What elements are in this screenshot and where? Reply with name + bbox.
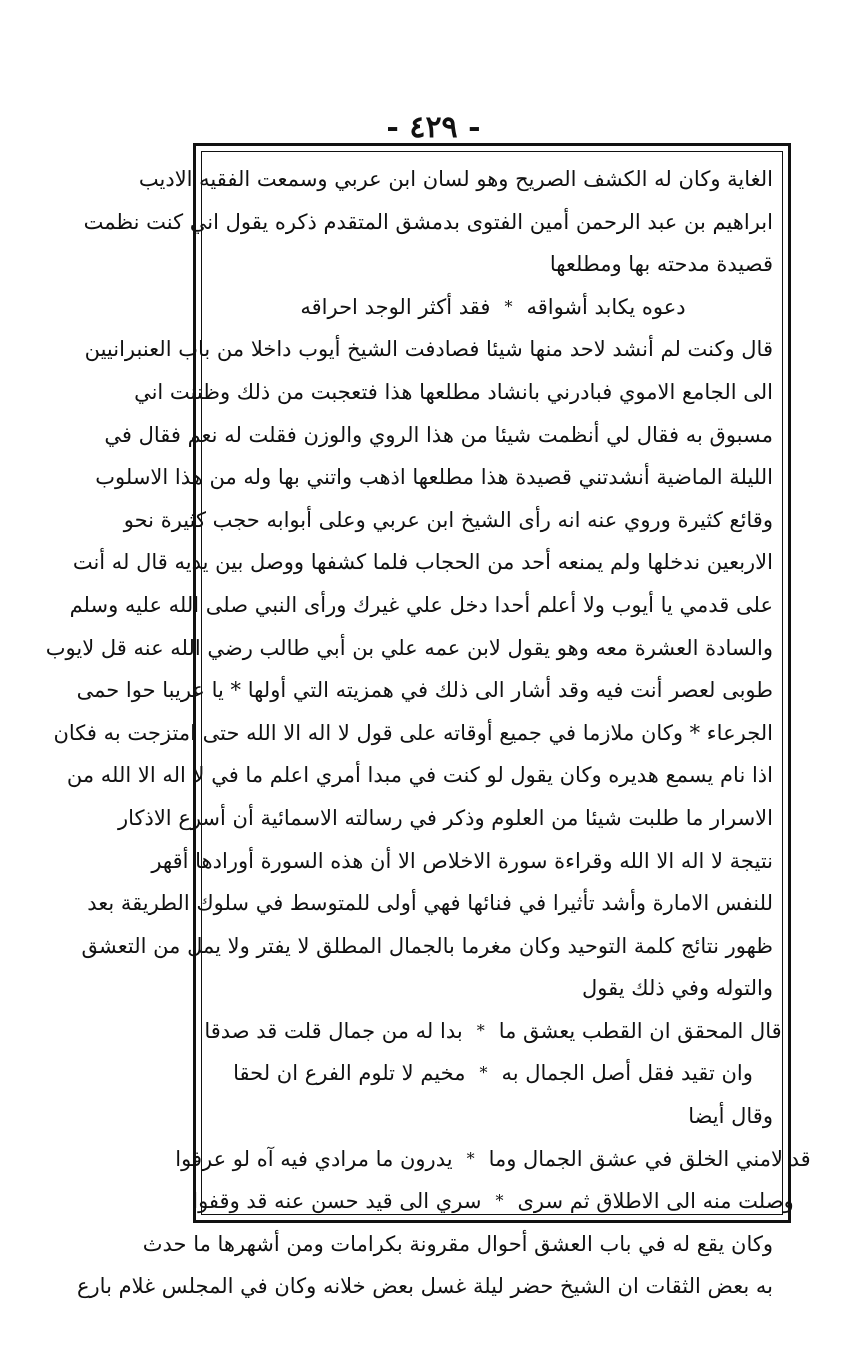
text-line: وقال أيضا bbox=[688, 1104, 773, 1129]
text-line: الغاية وكان له الكشف الصريح وهو لسان ابن عربي وسمعت الفقيه الاديب bbox=[138, 167, 773, 191]
text-line: والسادة العشرة معه وهو يقول لابن عمه علي بن أبي طالب رضي الله عنه قل لايوب bbox=[45, 635, 773, 660]
verse-line bbox=[205, 1052, 781, 1095]
text-line: على قدمي يا أيوب ولا أعلم أحدا دخل علي غيرك ورأى النبي صلى الله عليه وسلم bbox=[69, 592, 773, 617]
verse-star: * bbox=[476, 1020, 485, 1040]
verse-left-hemistich: بدا له من جمال قلت قد صدقا bbox=[204, 1018, 463, 1043]
text-line: طوبى لعصر أنت فيه وقد أشار الى ذلك في همزيته التي أولها * يا عريبا حوا حمى bbox=[76, 678, 773, 703]
text-line: الى الجامع الاموي فبادرني بانشاد مطلعها هذا فتعجبت من ذلك وظننت اني bbox=[134, 379, 773, 404]
verse-left-hemistich: سري الى قيد حسن عنه قد وقفوا bbox=[192, 1189, 482, 1214]
verse-left-hemistich: فقد أكثر الوجد احراقه bbox=[300, 294, 491, 319]
verse-left-hemistich: يدرون ما مرادي فيه آه لو عرفوا bbox=[175, 1146, 453, 1171]
verse-line bbox=[175, 1138, 811, 1181]
verse-star: * bbox=[466, 1148, 475, 1168]
text-line: الاسرار ما طلبت شيئا من العلوم وذكر في رسالته الاسمائية أن أسرع الاذكار bbox=[117, 805, 773, 830]
verse-right-hemistich: دعوه يكابد أشواقه bbox=[526, 294, 686, 319]
text-block bbox=[45, 158, 811, 1308]
text-line: والتوله وفي ذلك يقول bbox=[582, 976, 773, 1001]
text-line: اذا نام يسمع هديره وكان يقول لو كنت في مبدا أمري اعلم ما في لا اله الا الله من bbox=[66, 763, 773, 788]
text-line: مسبوق به فقال لي أنظمت شيئا من هذا الروي والوزن فقلت له نعم فقال في bbox=[104, 422, 773, 447]
text-line: به بعض الثقات ان الشيخ حضر ليلة غسل بعض خلانه وكان في المجلس غلام بارع bbox=[77, 1274, 773, 1299]
verse-left-hemistich: مخيم لا تلوم الفرع ان لحقا bbox=[233, 1061, 466, 1086]
text-line: للنفس الامارة وأشد تأثيرا في فنائها فهي أولى للمتوسط في سلوك الطريقة بعد bbox=[87, 891, 773, 916]
verse-right-hemistich: قال المحقق ان القطب يعشق ما bbox=[498, 1018, 782, 1043]
verse-right-hemistich: وان تقيد فقل أصل الجمال به bbox=[501, 1061, 753, 1086]
verse-right-hemistich: وصلت منه الى الاطلاق ثم سرى bbox=[517, 1189, 794, 1214]
text-line: الليلة الماضية أنشدتني قصيدة هذا مطلعها اذهب واتني بها وله من هذا الاسلوب bbox=[95, 465, 773, 490]
verse-star: * bbox=[479, 1063, 488, 1083]
verse-line bbox=[205, 286, 781, 329]
text-line: وكان يقع له في باب العشق أحوال مقرونة بكرامات ومن أشهرها ما حدث bbox=[142, 1231, 773, 1256]
text-line: قصيدة مدحته بها ومطلعها bbox=[549, 252, 773, 277]
verse-line bbox=[205, 1010, 781, 1053]
text-line: وقائع كثيرة وروي عنه انه رأى الشيخ ابن عربي وعلى أبوابه حجب كثيرة نحو bbox=[123, 507, 773, 532]
verse-right-hemistich: قد لامني الخلق في عشق الجمال وما bbox=[488, 1146, 811, 1171]
text-line: ابراهيم بن عبد الرحمن أمين الفتوى بدمشق المتقدم ذكره يقول اني كنت نظمت bbox=[83, 209, 773, 234]
text-line: الاربعين ندخلها ولم يمنعه أحد من الحجاب فلما كشفها ووصل بين يديه قال له أنت bbox=[72, 550, 773, 575]
text-line: نتيجة لا اله الا الله وقراءة سورة الاخلاص الا أن هذه السورة أورادها أقهر bbox=[151, 848, 773, 873]
verse-star: * bbox=[504, 296, 513, 316]
verse-line bbox=[192, 1180, 794, 1223]
verse-star: * bbox=[495, 1191, 504, 1211]
page-number: - ٤٢٩ - bbox=[386, 110, 481, 145]
text-line: ظهور نتائج كلمة التوحيد وكان مغرما بالجمال المطلق لا يفتر ولا يمل من التعشق bbox=[81, 933, 773, 958]
text-line: الجرعاء * وكان ملازما في جميع أوقاته على قول لا اله الا الله حتى امتزجت به فكان bbox=[53, 720, 773, 745]
text-line: قال وكنت لم أنشد لاحد منها شيئا فصادفت الشيخ أيوب داخلا من باب العنبرانيين bbox=[84, 337, 773, 362]
